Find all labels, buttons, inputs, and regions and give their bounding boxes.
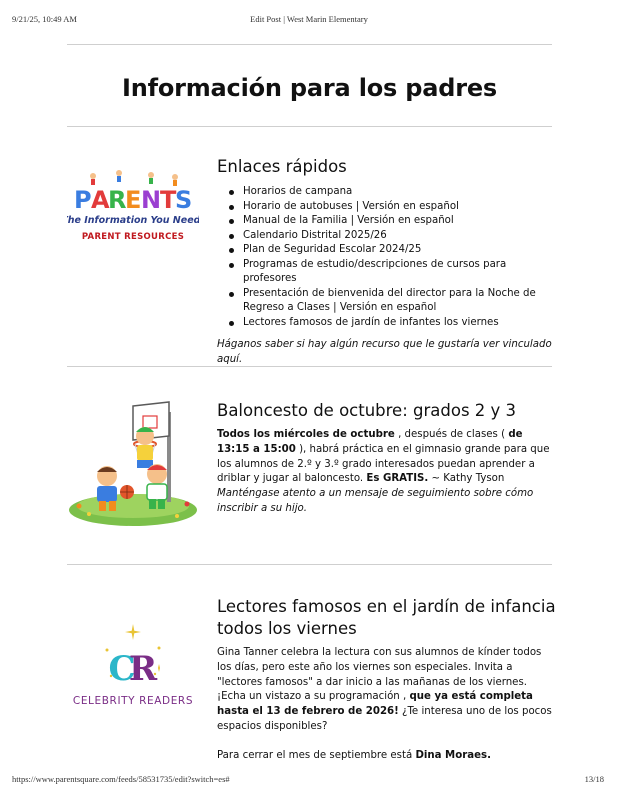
print-url: https://www.parentsquare.com/feeds/58531735/edit?switch=es# bbox=[12, 774, 230, 784]
section-title: Baloncesto de octubre: grados 2 y 3 bbox=[217, 401, 517, 420]
celebrity-readers-closing: Para cerrar el mes de septiembre está Dina Moraes. bbox=[217, 749, 491, 761]
celebrity-readers-icon bbox=[67, 618, 199, 718]
svg-text:The Information You Need!: The Information You Need! bbox=[67, 215, 199, 226]
svg-text:E: E bbox=[125, 186, 142, 214]
link-district-calendar[interactable]: Calendario Distrital 2025/26 bbox=[217, 229, 557, 244]
print-page-number: 13/18 bbox=[584, 774, 604, 784]
parents-logo-icon bbox=[67, 162, 199, 250]
celebrity-monogram-c: C bbox=[108, 649, 136, 689]
link-celebrity-readers[interactable]: Lectores famosos de jardín de infantes los viernes bbox=[217, 316, 557, 331]
parents-logo bbox=[67, 162, 199, 250]
divider bbox=[67, 564, 552, 565]
link-bus-schedule[interactable]: Horario de autobuses | Versión en español bbox=[217, 200, 557, 215]
link-family-handbook[interactable]: Manual de la Familia | Versión en español bbox=[217, 214, 557, 229]
svg-text:PARENT RESOURCES: PARENT RESOURCES bbox=[81, 232, 185, 242]
parents-wordmark bbox=[74, 186, 192, 214]
svg-text:R: R bbox=[108, 186, 127, 214]
link-course-programs[interactable]: Programas de estudio/descripciones de cursos para profesores bbox=[217, 258, 557, 287]
bold-text: de 13:15 a 15:00 bbox=[217, 429, 523, 455]
divider bbox=[67, 126, 552, 127]
section-title: Lectores famosos en el jardín de infancia todos los viernes bbox=[217, 597, 556, 638]
basketball-illustration bbox=[67, 398, 199, 530]
quick-links-note: Háganos saber si hay algún recurso que le gustaría ver vinculado aquí. bbox=[217, 339, 552, 365]
svg-text:N: N bbox=[141, 186, 162, 214]
link-bell-schedule[interactable]: Horarios de campana bbox=[217, 185, 557, 200]
svg-text:S: S bbox=[175, 186, 193, 214]
svg-text:A: A bbox=[91, 186, 110, 214]
page-title: Información para los padres bbox=[121, 74, 498, 102]
quick-links-list bbox=[217, 185, 557, 330]
print-page-title: Edit Post | West Marin Elementary bbox=[250, 14, 368, 24]
celebrity-readers-description: Gina Tanner celebra la lectura con sus alumnos de kínder todos los días, pero este año los viernes son especiales. Invita a "lectores famosos" a dar inicio a las mañanas de los viernes. ¡Echa un vistazo a su programación , que ya está completa hasta el 13 de febrero de 2026! ¿Te interesa uno de los pocos espacios disponibles? bbox=[217, 647, 552, 732]
celebrity-readers-logo bbox=[67, 618, 199, 718]
basketball-kids-icon bbox=[67, 398, 199, 528]
basketball-note: Manténgase atento a un mensaje de seguimiento sobre cómo inscribir a su hijo. bbox=[217, 488, 534, 514]
svg-text:T: T bbox=[160, 186, 177, 214]
celebrity-monogram-r: R bbox=[128, 649, 158, 689]
divider bbox=[67, 44, 552, 45]
section-title: Enlaces rápidos bbox=[217, 157, 347, 176]
bold-text: Es GRATIS. bbox=[366, 473, 429, 485]
celebrity-caption: CELEBRITY READERS bbox=[72, 695, 194, 707]
basketball-description: Todos los miércoles de octubre , después de clases ( de 13:15 a 15:00 ), habrá práctica en el gimnasio grande para que los alumnos de 2.º y 3.º grado interesados puedan aprender a driblar y jugar al baloncesto. Es GRATIS. ~ Kathy Tyson bbox=[217, 429, 550, 485]
link-safety-plan[interactable]: Plan de Seguridad Escolar 2024/25 bbox=[217, 243, 557, 258]
link-welcome-presentation[interactable]: Presentación de bienvenida del director para la Noche de Regreso a Clases | Versión en español bbox=[217, 287, 557, 316]
svg-text:P: P bbox=[74, 186, 92, 214]
divider bbox=[67, 366, 552, 367]
bold-text: Todos los miércoles de octubre bbox=[217, 429, 395, 440]
print-datetime: 9/21/25, 10:49 AM bbox=[12, 14, 77, 24]
bold-text: Dina Moraes. bbox=[415, 749, 491, 761]
bold-text: que ya está completa hasta el 13 de febrero de 2026! bbox=[217, 691, 533, 718]
